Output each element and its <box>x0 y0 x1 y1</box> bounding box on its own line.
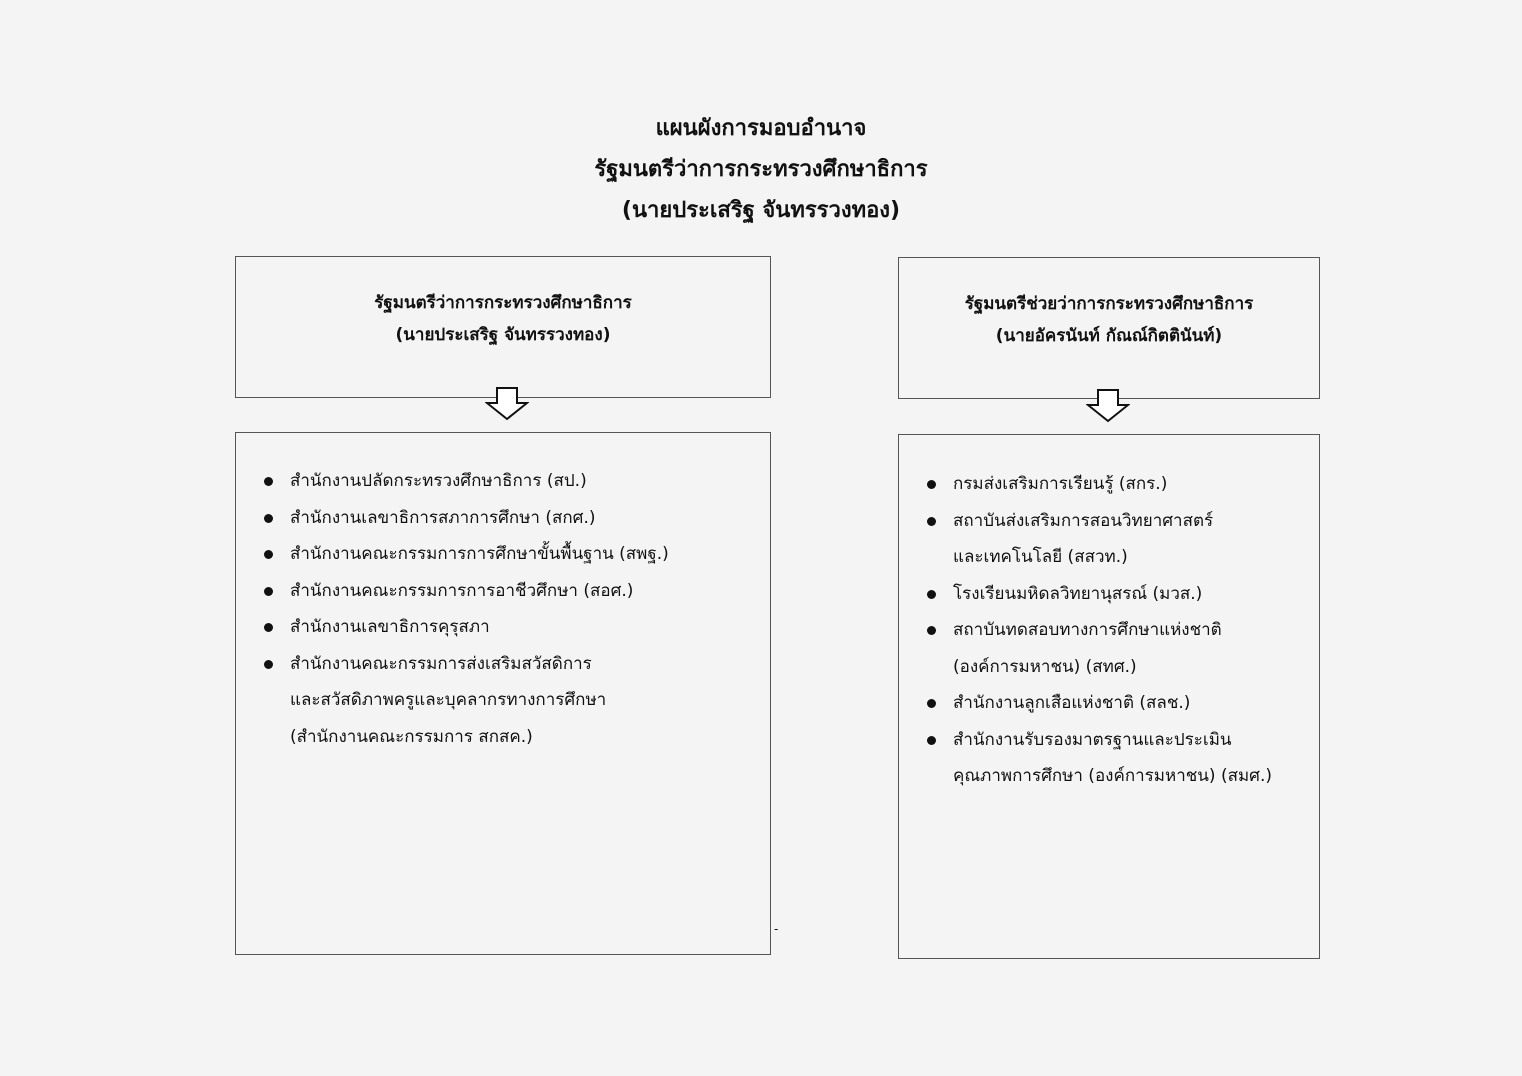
deputy-minister-box <box>898 257 1320 399</box>
list-item-text: สำนักงานลูกเสือแห่งชาติ (สลช.) <box>953 693 1191 713</box>
list-item <box>927 722 1272 795</box>
list-item <box>927 612 1272 685</box>
list-item <box>264 609 669 646</box>
deputy-minister-name: (นายอัครนันท์ กัณณ์กิตตินันท์) <box>995 326 1223 346</box>
list-item-text: สำนักงานเลขาธิการคุรุสภา <box>290 617 490 637</box>
list-item <box>927 576 1272 613</box>
list-item <box>264 500 669 537</box>
deputy-agencies-box <box>898 434 1320 959</box>
deputy-minister-title: รัฐมนตรีช่วยว่าการกระทรวงศึกษาธิการ <box>964 294 1254 314</box>
title-line-1: แผนผังการมอบอำนาจ <box>655 116 867 141</box>
list-item-text: สำนักงานเลขาธิการสภาการศึกษา (สกศ.) <box>290 507 596 528</box>
agency-list <box>264 463 669 755</box>
list-item-text: และสวัสดิภาพครูและบุคลากรทางการศึกษา <box>290 690 607 710</box>
list-item-text: สำนักงานรับรองมาตรฐานและประเมิน <box>953 729 1232 750</box>
list-item-text: กรมส่งเสริมการเรียนรู้ (สกร.) <box>953 474 1168 494</box>
minister-agencies-box <box>235 432 771 955</box>
list-item-text: สถาบันทดสอบทางการศึกษาแห่งชาติ <box>953 620 1222 640</box>
agency-list <box>927 466 1272 795</box>
list-item-text: สำนักงานปลัดกระทรวงศึกษาธิการ (สป.) <box>290 471 587 491</box>
list-item <box>264 536 669 573</box>
chart-title <box>0 108 1522 231</box>
list-item <box>927 466 1272 503</box>
title-line-3: (นายประเสริฐ จันทรรวงทอง) <box>621 198 901 223</box>
list-item-text: คุณภาพการศึกษา (องค์การมหาชน) (สมศ.) <box>953 766 1272 786</box>
footer-mark: - <box>774 922 779 936</box>
list-item-text: โรงเรียนมหิดลวิทยานุสรณ์ (มวส.) <box>953 583 1203 604</box>
list-item-text: (สำนักงานคณะกรรมการ สกสค.) <box>290 726 533 747</box>
list-item <box>927 503 1272 576</box>
list-item-text: (องค์การมหาชน) (สทศ.) <box>953 656 1137 677</box>
list-item <box>264 646 669 756</box>
minister-box <box>235 256 771 398</box>
minister-name: (นายประเสริฐ จันทรรวงทอง) <box>395 325 611 345</box>
list-item <box>264 463 669 500</box>
minister-title: รัฐมนตรีว่าการกระทรวงศึกษาธิการ <box>374 293 632 313</box>
list-item-text: สำนักงานคณะกรรมการการศึกษาขั้นพื้นฐาน (สพฐ.) <box>290 544 669 564</box>
list-item-text: สถาบันส่งเสริมการสอนวิทยาศาสตร์ <box>953 510 1214 531</box>
list-item-text: และเทคโนโลยี (สสวท.) <box>953 547 1128 567</box>
down-arrow-icon <box>485 387 529 421</box>
list-item <box>264 573 669 610</box>
list-item <box>927 685 1272 722</box>
down-arrow-icon <box>1086 389 1130 423</box>
title-line-2: รัฐมนตรีว่าการกระทรวงศึกษาธิการ <box>594 157 928 182</box>
list-item-text: สำนักงานคณะกรรมการส่งเสริมสวัสดิการ <box>290 653 592 674</box>
list-item-text: สำนักงานคณะกรรมการการอาชีวศึกษา (สอศ.) <box>290 580 634 601</box>
